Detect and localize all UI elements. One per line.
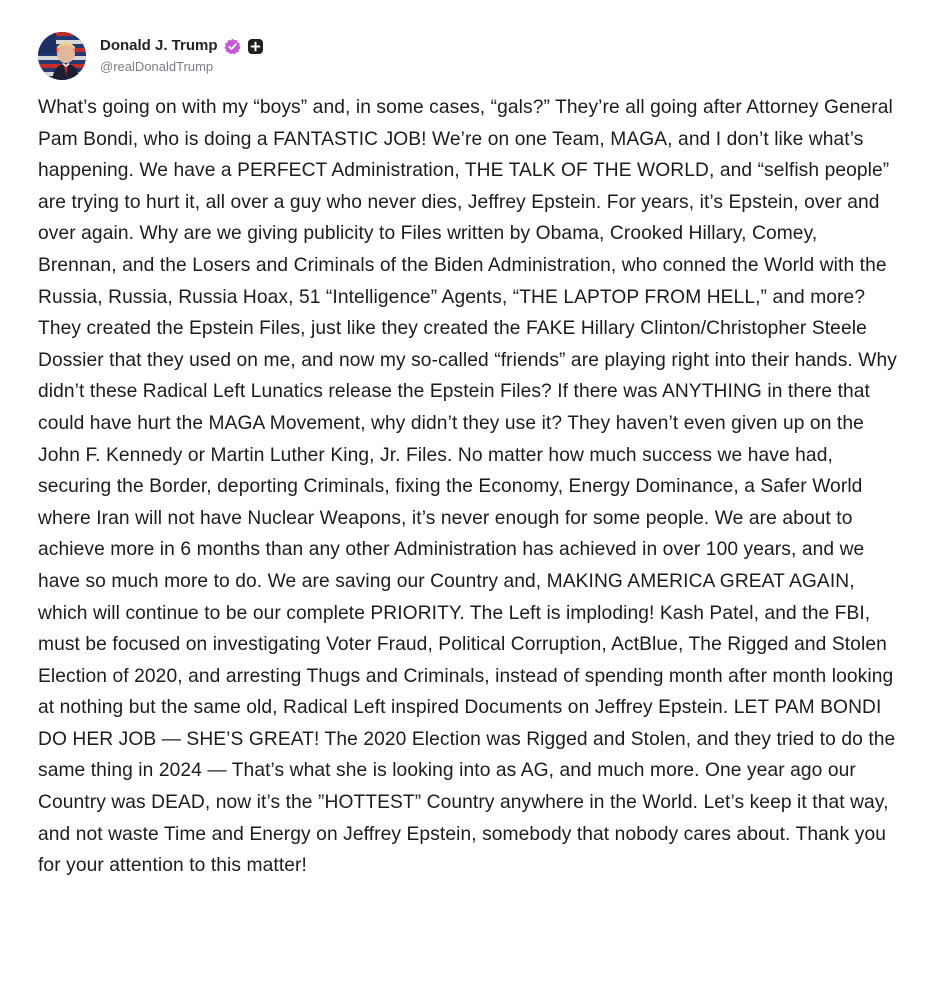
verified-badge-icon: [224, 38, 241, 55]
post-body-text: What’s going on with my “boys” and, in some cases, “gals?” They’re all going after Attorney General Pam Bondi, who is doing a FANTASTIC JOB! We’re on one Team, MAGA, and I don’t like what’s happening. We have a PERFECT Administration, THE TALK OF THE WORLD, and “selfish people” are trying to hurt it, all over a guy who never dies, Jeffrey Epstein. For years, it’s Epstein, over and over again. Why are we giving publicity to Files written by Obama, Crooked Hillary, Comey, Brennan, and the Losers and Criminals of the Biden Administration, who conned the World with the Russia, Russia, Russia Hoax, 51 “Intelligence” Agents, “THE LAPTOP FROM HELL,” and more? They created the Epstein Files, just like they created the FAKE Hillary Clinton/Christopher Steele Dossier that they used on me, and now my so-called “friends” are playing right into their hands. Why didn’t these Radical Left Lunatics release the Epstein Files? If there was ANYTHING in there that could have hurt the MAGA Movement, why didn’t they use it? They haven’t even given up on the John F. Kennedy or Martin Luther King, Jr. Files. No matter how much success we have had, securing the Border, deporting Criminals, fixing the Economy, Energy Dominance, a Safer World where Iran will not have Nuclear Weapons, it’s never enough for some people. We are about to achieve more in 6 months than any other Administration has achieved in over 100 years, and we have so much more to do. We are saving our Country and, MAKING AMERICA GREAT AGAIN, which will continue to be our complete PRIORITY. The Left is imploding! Kash Patel, and the FBI, must be focused on investigating Voter Fraud, Political Corruption, ActBlue, The Rigged and Stolen Election of 2020, and arresting Thugs and Criminals, instead of spending month after month looking at nothing but the same old, Radical Left inspired Documents on Jeffrey Epstein. LET PAM BONDI DO HER JOB — SHE’S GREAT! The 2020 Election was Rigged and Stolen, and they tried to do the same thing in 2024 — That’s what she is looking into as AG, and much more. One year ago our Country was DEAD, now it’s the ”HOTTEST” Country anywhere in the World. Let’s keep it that way, and not waste Time and Energy on Jeffrey Epstein, somebody that nobody cares about. Thank you for your attention to this matter!: [38, 97, 897, 877]
avatar[interactable]: [38, 32, 86, 80]
author-handle[interactable]: @realDonaldTrump: [100, 59, 214, 74]
author-display-name[interactable]: Donald J. Trump: [100, 37, 218, 54]
author-names: [100, 36, 264, 76]
post-header: [38, 28, 888, 84]
plus-badge-icon[interactable]: [247, 38, 264, 55]
profile-photo-icon: [38, 32, 86, 80]
author-name-row: [100, 36, 264, 56]
